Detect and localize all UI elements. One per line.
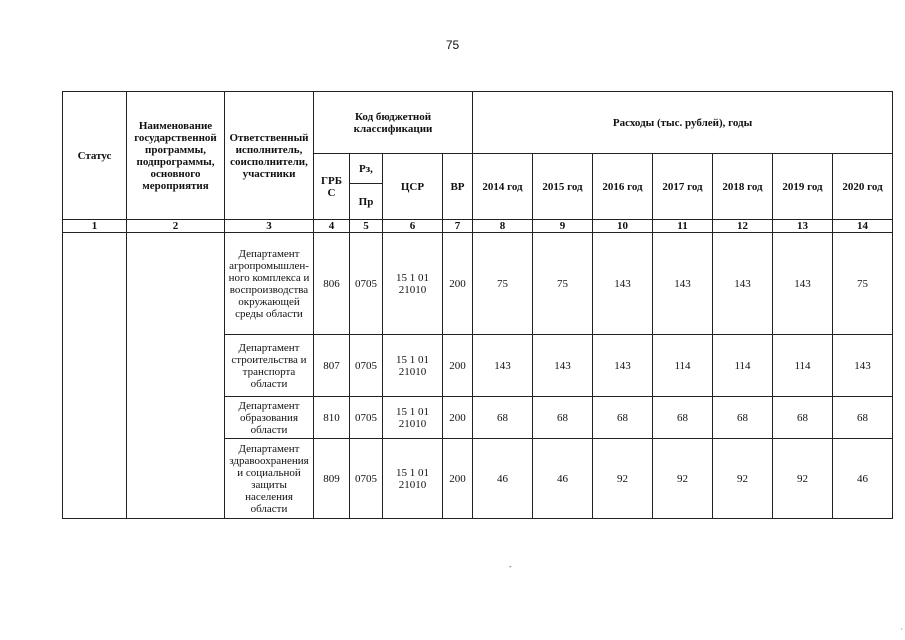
expense-cell: 75	[833, 233, 893, 335]
column-number: 4	[314, 220, 350, 233]
expense-cell: 92	[653, 439, 713, 519]
vr-cell: 200	[443, 439, 473, 519]
column-number: 2	[127, 220, 225, 233]
header-year: 2014 год	[473, 154, 533, 220]
program-name-cell	[127, 233, 225, 519]
header-grbs: ГРБ С	[314, 154, 350, 220]
column-number: 9	[533, 220, 593, 233]
expense-cell: 114	[653, 335, 713, 397]
expense-cell: 68	[473, 397, 533, 439]
header-status: Статус	[63, 92, 127, 220]
expense-cell: 143	[533, 335, 593, 397]
budget-table	[62, 91, 893, 519]
column-number: 12	[713, 220, 773, 233]
header-year: 2015 год	[533, 154, 593, 220]
status-cell	[63, 233, 127, 519]
column-number: 11	[653, 220, 713, 233]
expense-cell: 114	[773, 335, 833, 397]
header-year: 2019 год	[773, 154, 833, 220]
expense-cell: 68	[533, 397, 593, 439]
expense-cell: 143	[593, 233, 653, 335]
column-number: 5	[350, 220, 383, 233]
expense-cell: 143	[473, 335, 533, 397]
corner-mark: ·	[900, 625, 903, 634]
expense-cell: 46	[833, 439, 893, 519]
column-number: 10	[593, 220, 653, 233]
expense-cell: 68	[593, 397, 653, 439]
expense-cell: 143	[653, 233, 713, 335]
header-program-name: Наименование государственной программы, подпрограммы, основного мероприятия	[127, 92, 225, 220]
column-number: 1	[63, 220, 127, 233]
expense-cell: 75	[533, 233, 593, 335]
csr-cell: 15 1 01 21010	[383, 233, 443, 335]
column-number: 8	[473, 220, 533, 233]
vr-cell: 200	[443, 335, 473, 397]
executor-cell: Департамент здравоохранения и социальной защиты населения области	[225, 439, 314, 519]
expense-cell: 68	[653, 397, 713, 439]
grbs-cell: 806	[314, 233, 350, 335]
rzpr-cell: 0705	[350, 335, 383, 397]
expense-cell: 114	[713, 335, 773, 397]
column-number: 14	[833, 220, 893, 233]
expense-cell: 46	[533, 439, 593, 519]
header-executor: Ответственный исполнитель, соисполнители, участники	[225, 92, 314, 220]
column-number: 6	[383, 220, 443, 233]
expense-cell: 92	[593, 439, 653, 519]
rzpr-cell: 0705	[350, 439, 383, 519]
header-expenses: Расходы (тыс. рублей), годы	[473, 92, 893, 154]
header-budget-code: Код бюджетной классификации	[314, 92, 473, 154]
expense-cell: 46	[473, 439, 533, 519]
expense-cell: 143	[713, 233, 773, 335]
column-number: 7	[443, 220, 473, 233]
rzpr-cell: 0705	[350, 233, 383, 335]
page-number: 75	[445, 38, 460, 52]
header-year: 2018 год	[713, 154, 773, 220]
executor-cell: Департамент агропромышлен-ного комплекса и воспроизводства окружающей среды области	[225, 233, 314, 335]
header-year: 2017 год	[653, 154, 713, 220]
column-number: 13	[773, 220, 833, 233]
expense-cell: 68	[833, 397, 893, 439]
vr-cell: 200	[443, 233, 473, 335]
expense-cell: 68	[773, 397, 833, 439]
rzpr-cell: 0705	[350, 397, 383, 439]
executor-cell: Департамент образования области	[225, 397, 314, 439]
expense-cell: 92	[713, 439, 773, 519]
header-year: 2016 год	[593, 154, 653, 220]
csr-cell: 15 1 01 21010	[383, 439, 443, 519]
expense-cell: 75	[473, 233, 533, 335]
grbs-cell: 810	[314, 397, 350, 439]
header-year: 2020 год	[833, 154, 893, 220]
expense-cell: 143	[593, 335, 653, 397]
header-csr: ЦСР	[383, 154, 443, 220]
csr-cell: 15 1 01 21010	[383, 335, 443, 397]
csr-cell: 15 1 01 21010	[383, 397, 443, 439]
header-pr: Пр	[350, 184, 383, 220]
expense-cell: 143	[773, 233, 833, 335]
expense-cell: 68	[713, 397, 773, 439]
grbs-cell: 807	[314, 335, 350, 397]
table-row	[63, 233, 893, 335]
column-number-row	[63, 220, 893, 233]
stray-mark: -	[509, 562, 512, 571]
executor-cell: Департамент строительства и транспорта области	[225, 335, 314, 397]
header-rz: Рз,	[350, 154, 383, 184]
expense-cell: 92	[773, 439, 833, 519]
header-vr: ВР	[443, 154, 473, 220]
column-number: 3	[225, 220, 314, 233]
expense-cell: 143	[833, 335, 893, 397]
grbs-cell: 809	[314, 439, 350, 519]
vr-cell: 200	[443, 397, 473, 439]
